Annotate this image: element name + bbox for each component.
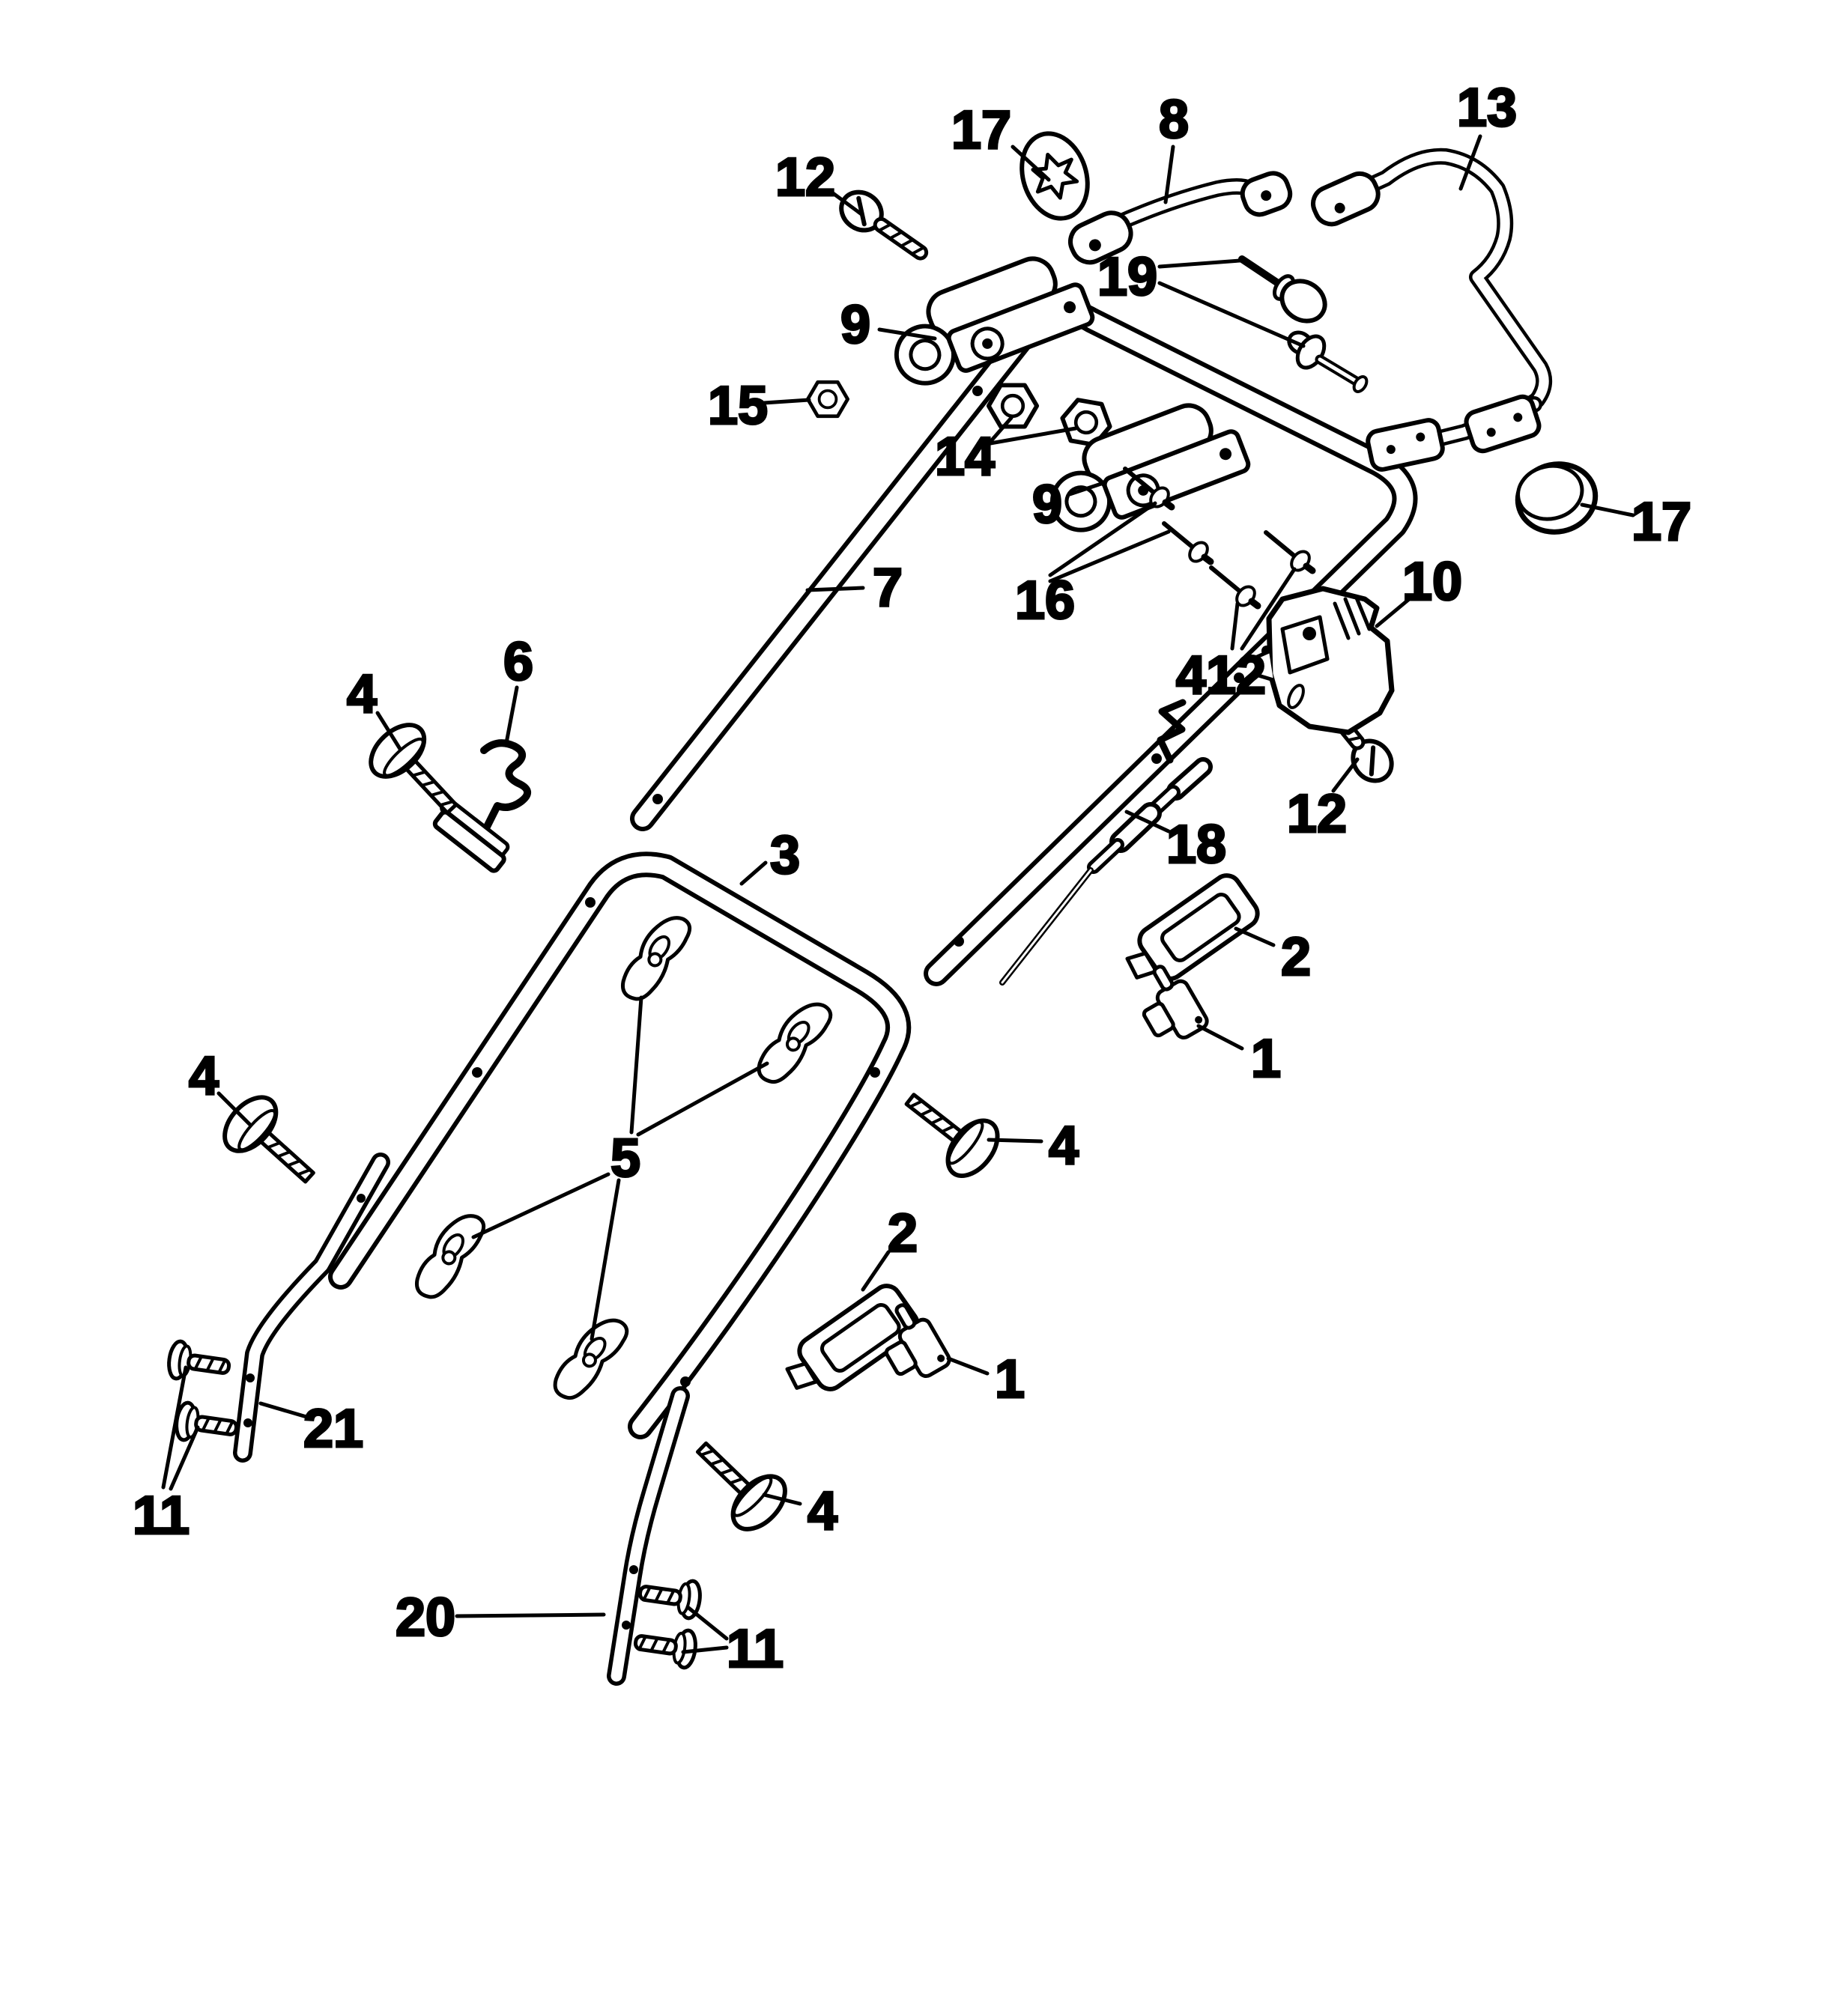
cable-keeper-2-right [1117,870,1262,996]
callout-label-17-0: 17 [951,100,1012,160]
callout-label-9-4: 9 [840,295,871,355]
thumbscrew-4-bottom [680,1425,795,1539]
leader-line [592,1180,619,1339]
callout-label-5-23: 5 [610,1129,641,1188]
callout-label-20-29: 20 [395,1588,456,1648]
carriage-bolt-19-b [1285,328,1369,394]
leader-line [457,1615,604,1616]
callout-label-14-7: 14 [934,427,996,487]
callout-label-1-20: 1 [1250,1029,1282,1089]
callout-label-3-18: 3 [769,825,801,885]
callout-label-8-1: 8 [1158,90,1190,150]
callout-label-2-19: 2 [1280,927,1312,987]
wing-knob-5-a [613,908,697,1006]
leader-line [638,1063,767,1135]
switch-housing-bracket-10 [1255,589,1392,732]
flange-nut-14-a [989,385,1037,426]
callout-label-18-15: 18 [1166,815,1227,875]
leader-line [948,1358,987,1373]
carriage-bolt-19-a [1242,259,1333,329]
leader-line [808,588,863,590]
callout-label-13-2: 13 [1456,78,1518,138]
callout-label-16-11: 16 [1014,571,1076,631]
leader-line [742,863,766,884]
callout-label-412-13: 412 [1175,646,1267,705]
callout-label-4-28: 4 [807,1481,838,1541]
callout-label-19-5: 19 [1097,247,1158,307]
wing-knob-5-c [407,1206,491,1304]
pan-head-screw-11-left-b [175,1402,239,1448]
handle-end-cap-17 [1512,457,1602,539]
callout-label-12-14: 12 [1286,784,1348,844]
callout-label-11-27: 11 [132,1486,190,1546]
callout-label-15-6: 15 [707,376,769,436]
leader-line [1199,1026,1242,1048]
callout-label-4-21: 4 [188,1046,219,1106]
callout-label-11-30: 11 [726,1619,784,1679]
leader-line [473,1174,608,1237]
star-washer-17 [1011,125,1098,227]
callout-label-7-10: 7 [872,558,903,618]
callout-label-21-26: 21 [303,1399,364,1459]
pan-head-screw-11-bottom-b [633,1624,697,1669]
callout-label-17-9: 17 [1631,492,1692,552]
self-tapping-screw-16-b [1164,523,1211,565]
shoulder-screw-12-top [834,184,936,270]
thumbscrew-4-mid [891,1075,1008,1185]
leader-line [631,998,641,1132]
callout-label-1-25: 1 [994,1349,1025,1409]
self-tapping-screw-412-b [1211,568,1258,609]
wing-knob-5-d [546,1310,634,1405]
leader-line [990,428,1076,443]
leader-line [1160,261,1240,267]
right-handle-brace-20 [616,1396,680,1676]
self-tapping-screw-412-a [1266,532,1313,574]
callout-label-4-16: 4 [346,664,378,724]
wing-knob-5-b [750,994,837,1089]
leader-line [764,400,809,403]
pan-head-screw-11-left-a [167,1341,231,1386]
leader-line [1232,604,1237,649]
callout-label-4-22: 4 [1048,1116,1079,1176]
leader-line [989,1140,1041,1141]
leader-line [1236,929,1273,945]
callout-label-12-3: 12 [775,148,836,207]
leader-line [506,687,517,743]
lock-nut-15 [808,382,847,416]
callout-label-2-24: 2 [887,1203,918,1263]
wire-form-bracket-13 [1308,157,1544,472]
callout-label-9-8: 9 [1031,475,1063,535]
callout-label-10-12: 10 [1402,552,1463,612]
callout-label-6-17: 6 [503,632,534,692]
callout-layer [133,78,1691,1679]
